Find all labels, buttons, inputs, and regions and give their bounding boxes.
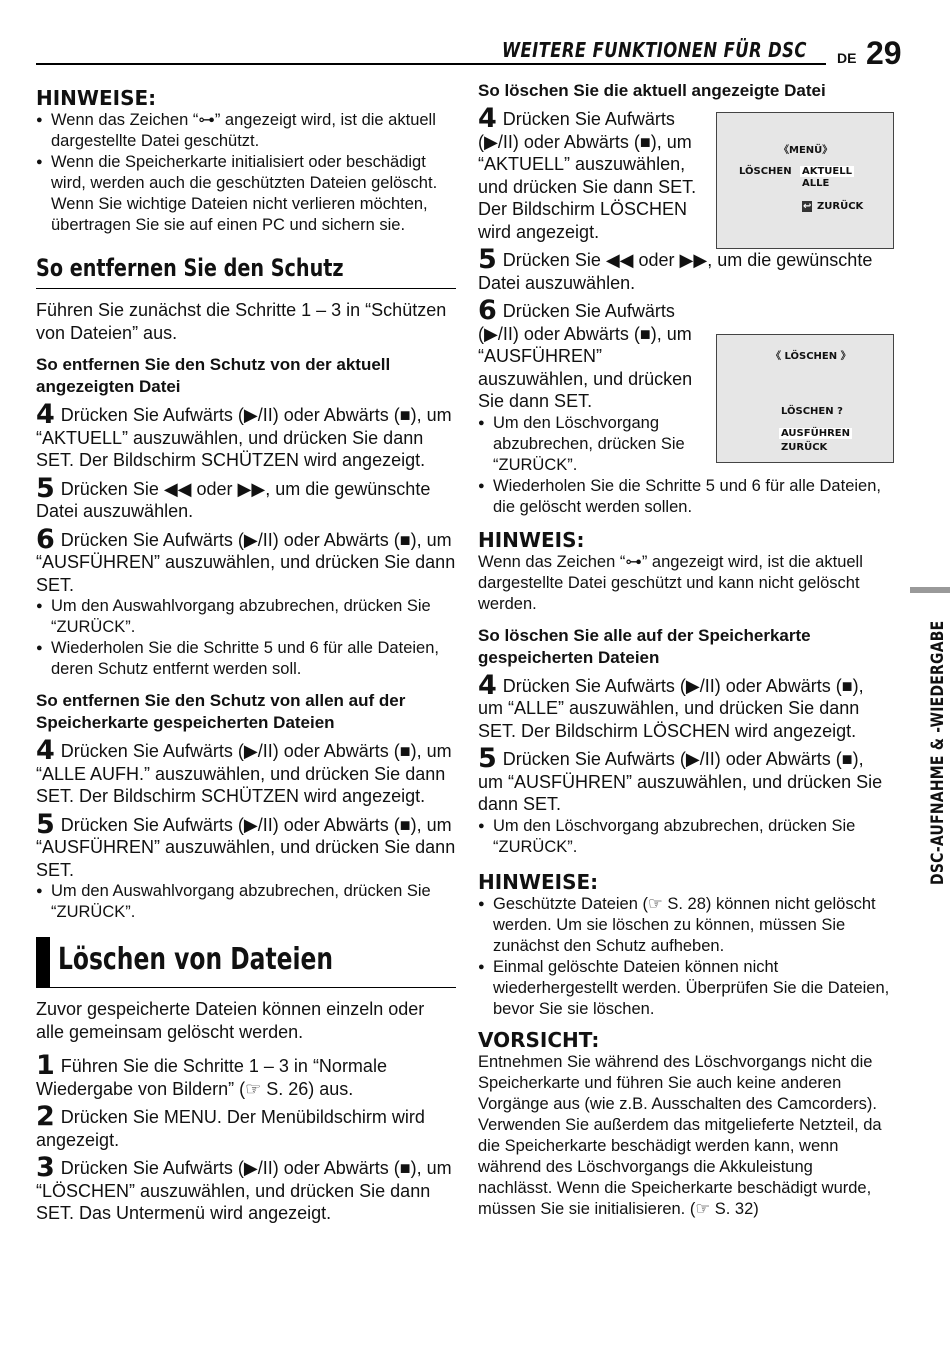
list-item: ● Um den Löschvorgang abzubrechen, drücken Sie “ZURÜCK”. (478, 413, 710, 476)
caution-heading: VORSICHT: (478, 1027, 600, 1052)
side-section-label: DSC-AUFNAHME & -WIEDERGABE (928, 620, 948, 885)
left-column (36, 80, 456, 1225)
screen-option: ALLE (802, 178, 830, 189)
subheading: So löschen Sie die aktuell angezeigte Datei (478, 81, 826, 100)
menu-screen-illustration (716, 112, 894, 249)
header-rule (36, 63, 826, 65)
section-intro: Zuvor gespeicherte Dateien können einzeln oder alle gemeinsam gelöscht werden. (36, 999, 425, 1042)
step: 4 Drücken Sie Aufwärts (▶/II) oder Abwärts (■), um “ALLE” auszuwählen, und drücken Sie dann SET. Der Bildschirm LÖSCHEN wird angezeigt. (478, 669, 864, 741)
section-title-delete-files: Löschen von Dateien (36, 939, 456, 988)
list-item: ● Einmal gelöschte Dateien können nicht wiederhergestellt werden. Überprüfen Sie die Dateien, bevor Sie sie löschen. (478, 957, 890, 1020)
back-icon: ↩ (803, 201, 812, 212)
list-item: ● Wiederholen Sie die Schritte 5 und 6 für alle Dateien, deren Schutz entfernt werden soll. (36, 638, 456, 680)
step-bullets (36, 596, 456, 680)
screen-option: ZURÜCK (781, 442, 828, 453)
step: 1 Führen Sie die Schritte 1 – 3 in “Normale Wiedergabe von Bildern” (☞ S. 26) aus. (36, 1050, 387, 1099)
screen-title: 《 LÖSCHEN 》 (771, 351, 851, 362)
list-item: ● Geschützte Dateien (☞ S. 28) können nicht gelöscht werden. Um sie löschen zu können, müssen Sie zunächst den Schutz aufheben. (478, 894, 890, 957)
screen-option-selected: AUSFÜHREN (781, 428, 850, 439)
list-item: ● Um den Löschvorgang abzubrechen, drücken Sie “ZURÜCK”. (478, 816, 890, 858)
screen-title: 《MENÜ》 (779, 145, 833, 156)
step: 6 Drücken Sie Aufwärts (▶/II) oder Abwärts (■), um “AUSFÜHREN” auszuwählen, und drücken Sie dann SET. (478, 295, 693, 411)
section-title-remove-protection: So entfernen Sie den Schutz (36, 254, 456, 289)
list-item: ● Wenn das Zeichen “⊶” angezeigt wird, ist die aktuell dargestellte Datei geschützt. (36, 110, 456, 152)
list-item: ● Um den Auswahlvorgang abzubrechen, drücken Sie “ZURÜCK”. (36, 596, 456, 638)
caution-text: Entnehmen Sie während des Löschvorgangs nicht die Speicherkarte und führen Sie auch keine anderen Vorgänge aus (wie z.B. Ausschalten des Camcorders). Verwenden Sie außerdem das mitgelieferte Netzteil, da die Speicherkarte beschädigt werden kann, wenn während des Löschvorgangs die Akkuleistung nachlässt. Wenn die Speicherkarte beschädigt wurde, müssen Sie sie initialisieren. (☞ S. 32) (478, 1052, 882, 1218)
step: 4 Drücken Sie Aufwärts (▶/II) oder Abwärts (■), um “AKTUELL” auszuwählen, und drücken Sie dann SET. Der Bildschirm SCHÜTZEN wird angezeigt. (36, 399, 452, 470)
note-heading: HINWEIS: (478, 527, 585, 552)
step: 5 Drücken Sie Aufwärts (▶/II) oder Abwärts (■), um “AUSFÜHREN” auszuwählen, und drücken Sie dann SET. (36, 808, 456, 880)
screen-menu-item: LÖSCHEN (739, 166, 792, 177)
step: 5 Drücken Sie ◀◀ oder ▶▶, um die gewünschte Datei auszuwählen. (36, 472, 431, 521)
list-item: ● Um den Auswahlvorgang abzubrechen, drücken Sie “ZURÜCK”. (36, 881, 456, 923)
header-title: WEITERE FUNKTIONEN FÜR DSC (502, 38, 807, 62)
notes-heading: HINWEISE: (36, 86, 157, 110)
step: 4 Drücken Sie Aufwärts (▶/II) oder Abwärts (■), um “AKTUELL” auszuwählen, und drücken Sie dann SET. Der Bildschirm LÖSCHEN wird angezeigt. (478, 103, 697, 242)
header-language: DE (837, 50, 857, 66)
step: 6 Drücken Sie Aufwärts (▶/II) oder Abwärts (■), um “AUSFÜHREN” auszuwählen, und drücken Sie dann SET. (36, 523, 456, 595)
notes-heading: HINWEISE: (478, 869, 599, 894)
screen-back-label: ZURÜCK (817, 201, 864, 212)
subheading: So entfernen Sie den Schutz von der aktuell angezeigten Datei (36, 355, 391, 396)
delete-screen-illustration (716, 334, 894, 463)
step-bullets (36, 881, 456, 923)
notes-list (478, 894, 890, 1020)
subheading: So löschen Sie alle auf der Speicherkarte gespeicherten Dateien (478, 625, 811, 667)
right-column (478, 80, 890, 1220)
page-number: 29 (866, 35, 902, 71)
section-intro: Führen Sie zunächst die Schritte 1 – 3 in “Schützen von Dateien” aus. (36, 300, 447, 343)
notes-list (36, 110, 456, 236)
note-text: Wenn das Zeichen “⊶” angezeigt wird, ist die aktuell dargestellte Datei geschützt und kann nicht gelöscht werden. (478, 552, 863, 613)
step: 5 Drücken Sie ◀◀ oder ▶▶, um die gewünschte Datei auszuwählen. (478, 244, 873, 293)
step: 3 Drücken Sie Aufwärts (▶/II) oder Abwärts (■), um “LÖSCHEN” auszuwählen, und drücken Sie dann SET. Das Untermenü wird angezeigt. (36, 1152, 452, 1223)
list-item: ● Wenn die Speicherkarte initialisiert oder beschädigt wird, werden auch die geschützten Dateien gelöscht. Wenn Sie wichtige Dateien nicht verlieren möchten, übertragen Sie sie auf einen PC und sichern sie. (36, 152, 456, 236)
screen-question: LÖSCHEN ? (781, 406, 843, 417)
list-item: ● Wiederholen Sie die Schritte 5 und 6 für alle Dateien, die gelöscht werden sollen. (478, 476, 890, 518)
step-bullets (478, 816, 890, 858)
screen-option-selected: AKTUELL (802, 166, 853, 177)
step: 4 Drücken Sie Aufwärts (▶/II) oder Abwärts (■), um “ALLE AUFH.” auszuwählen, und drücken Sie dann SET. Der Bildschirm SCHÜTZEN wird angezeigt. (36, 735, 452, 806)
subheading: So entfernen Sie den Schutz von allen auf der Speicherkarte gespeicherten Dateien (36, 691, 406, 732)
step: 5 Drücken Sie Aufwärts (▶/II) oder Abwärts (■), um “AUSFÜHREN” auszuwählen, und drücken Sie dann SET. (478, 743, 883, 814)
step: 2 Drücken Sie MENU. Der Menübildschirm wird angezeigt. (36, 1101, 425, 1150)
